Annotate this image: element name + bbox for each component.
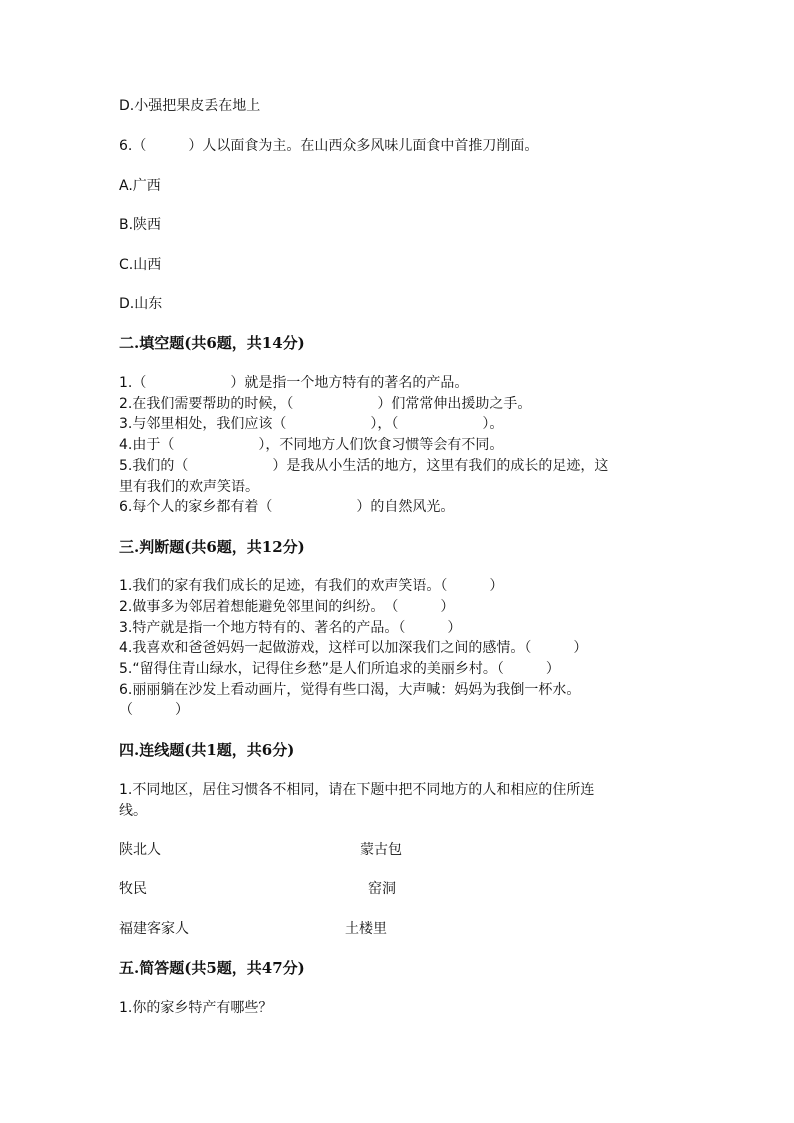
fill-item-1: 1.（ ）就是指一个地方特有的著名的产品。 <box>119 375 469 391</box>
match-left-3: 福建客家人 <box>119 921 189 937</box>
judge-item-2: 2.做事多为邻居着想能避免邻里间的纠纷。 （ ） <box>119 599 455 615</box>
match-right-1: 蒙古包 <box>360 842 402 858</box>
judge-item-3: 3.特产就是指一个地方特有的、著名的产品。（ ） <box>119 620 462 636</box>
section3-heading: 三.判断题(共6题，共12分) <box>119 538 305 556</box>
judge-item-6-bracket: （ ） <box>119 702 189 718</box>
q6-option-d: D.山东 <box>119 296 163 312</box>
short-answer-q1: 1.你的家乡特产有哪些？ <box>119 1000 273 1016</box>
fill-item-5-cont: 里有我们的欢声笑语。 <box>119 479 259 495</box>
match-right-3: 土楼里 <box>345 921 387 937</box>
match-left-1: 陕北人 <box>119 842 161 858</box>
section2-heading: 二.填空题(共6题，共14分) <box>119 334 305 352</box>
fill-item-6: 6.每个人的家乡都有着（ ）的自然风光。 <box>119 499 455 515</box>
judge-item-1: 1.我们的家有我们成长的足迹，有我们的欢声笑语。（ ） <box>119 578 504 594</box>
fill-item-4: 4.由于（ ），不同地方人们饮食习惯等会有不同。 <box>119 437 504 453</box>
fill-item-2: 2.在我们需要帮助的时候，（ ）们常常伸出援助之手。 <box>119 396 532 412</box>
fill-item-3: 3.与邻里相处，我们应该（ ），（ ）。 <box>119 416 504 432</box>
judge-item-4: 4.我喜欢和爸爸妈妈一起做游戏，这样可以加深我们之间的感情。（ ） <box>119 640 588 656</box>
match-left-2: 牧民 <box>119 881 147 897</box>
q6-stem: 6.（ ）人以面食为主。在山西众多风味儿面食中首推刀削面。 <box>119 138 539 154</box>
q6-option-a: A.广西 <box>119 178 161 194</box>
q6-option-b: B.陕西 <box>119 217 162 233</box>
section5-heading: 五.简答题(共5题，共47分) <box>119 959 305 977</box>
fill-item-5: 5.我们的（ ）是我从小生活的地方，这里有我们的成长的足迹，这 <box>119 458 609 474</box>
match-right-2: 窑洞 <box>368 881 396 897</box>
judge-item-5: 5.“留得住青山绿水，记得住乡愁”是人们所追求的美丽乡村。（ ） <box>119 661 560 677</box>
judge-item-6: 6.丽丽躺在沙发上看动画片，觉得有些口渴，大声喊：妈妈为我倒一杯水。 <box>119 682 581 698</box>
q5-option-d: D.小强把果皮丢在地上 <box>119 98 261 114</box>
matching-question: 1.不同地区，居住习惯各不相同，请在下题中把不同地方的人和相应的住所连 <box>119 782 595 798</box>
section4-heading: 四.连线题(共1题，共6分) <box>119 741 295 759</box>
q6-option-c: C.山西 <box>119 257 162 273</box>
matching-question-cont: 线。 <box>119 803 147 819</box>
